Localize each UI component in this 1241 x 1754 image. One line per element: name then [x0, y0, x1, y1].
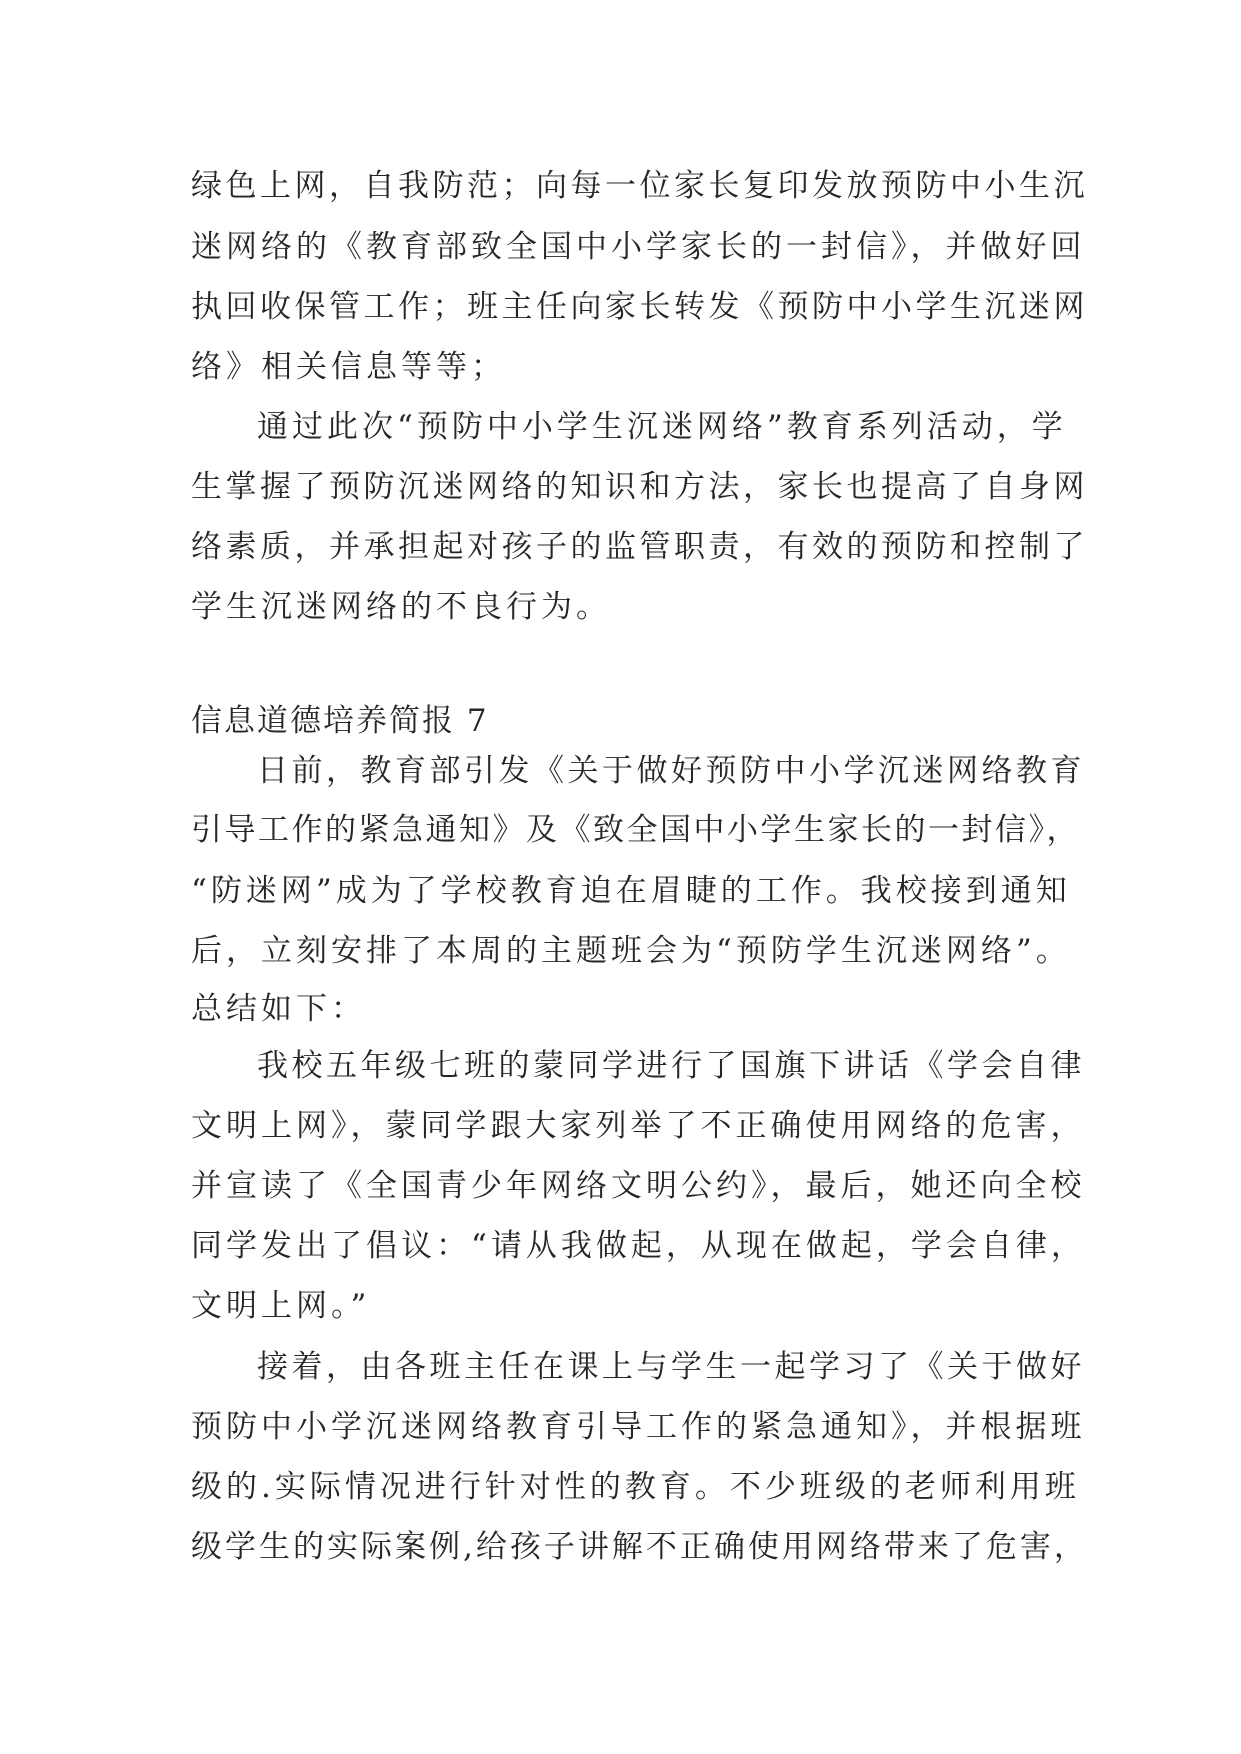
paragraph-first-line: 日前，教育部引发《关于做好预防中小学沉迷网络教育	[257, 753, 1085, 789]
text-line: 同学发出了倡议：“请从我做起，从现在做起，学会自律，	[191, 1228, 1086, 1264]
paragraph-first-line: 我校五年级七班的蒙同学进行了国旗下讲话《学会自律	[257, 1048, 1085, 1084]
section-heading: 信息道德培养简报 7	[191, 703, 489, 739]
text-line: 总结如下：	[191, 991, 366, 1027]
text-line: 预防中小学沉迷网络教育引导工作的紧急通知》，并根据班	[191, 1409, 1086, 1445]
text-line: 文明上网》，蒙同学跟大家列举了不正确使用网络的危害，	[191, 1108, 1086, 1144]
text-line: 执回收保管工作；班主任向家长转发《预防中小学生沉迷网	[191, 289, 1088, 325]
paragraph-first-line: 接着，由各班主任在课上与学生一起学习了《关于做好	[257, 1349, 1085, 1385]
text-line: 迷网络的《教育部致全国中小学家长的一封信》，并做好回	[191, 229, 1086, 265]
text-line: 生掌握了预防沉迷网络的知识和方法，家长也提高了自身网	[191, 469, 1088, 505]
text-line: 级学生的实际案例,给孩子讲解不正确使用网络带来了危害，	[191, 1529, 1088, 1565]
text-line: 级的.实际情况进行针对性的教育。不少班级的老师利用班	[191, 1469, 1080, 1505]
text-line: 络》相关信息等等；	[191, 349, 506, 385]
text-line: 学生沉迷网络的不良行为。	[191, 589, 611, 625]
text-line: 文明上网。”	[191, 1288, 371, 1324]
text-line: 络素质，并承担起对孩子的监管职责，有效的预防和控制了	[191, 529, 1088, 565]
text-line: “防迷网”成为了学校教育迫在眉睫的工作。我校接到通知	[191, 873, 1071, 909]
text-line: 后，立刻安排了本周的主题班会为“预防学生沉迷网络”。	[191, 933, 1071, 969]
text-line: 绿色上网，自我防范；向每一位家长复印发放预防中小生沉	[191, 168, 1088, 204]
text-line: 并宣读了《全国青少年网络文明公约》，最后，她还向全校	[191, 1168, 1086, 1204]
text-line: 引导工作的紧急通知》及《致全国中小学生家长的一封信》，	[191, 812, 1080, 848]
paragraph-first-line: 通过此次“预防中小学生沉迷网络”教育系列活动，学	[257, 409, 1067, 445]
